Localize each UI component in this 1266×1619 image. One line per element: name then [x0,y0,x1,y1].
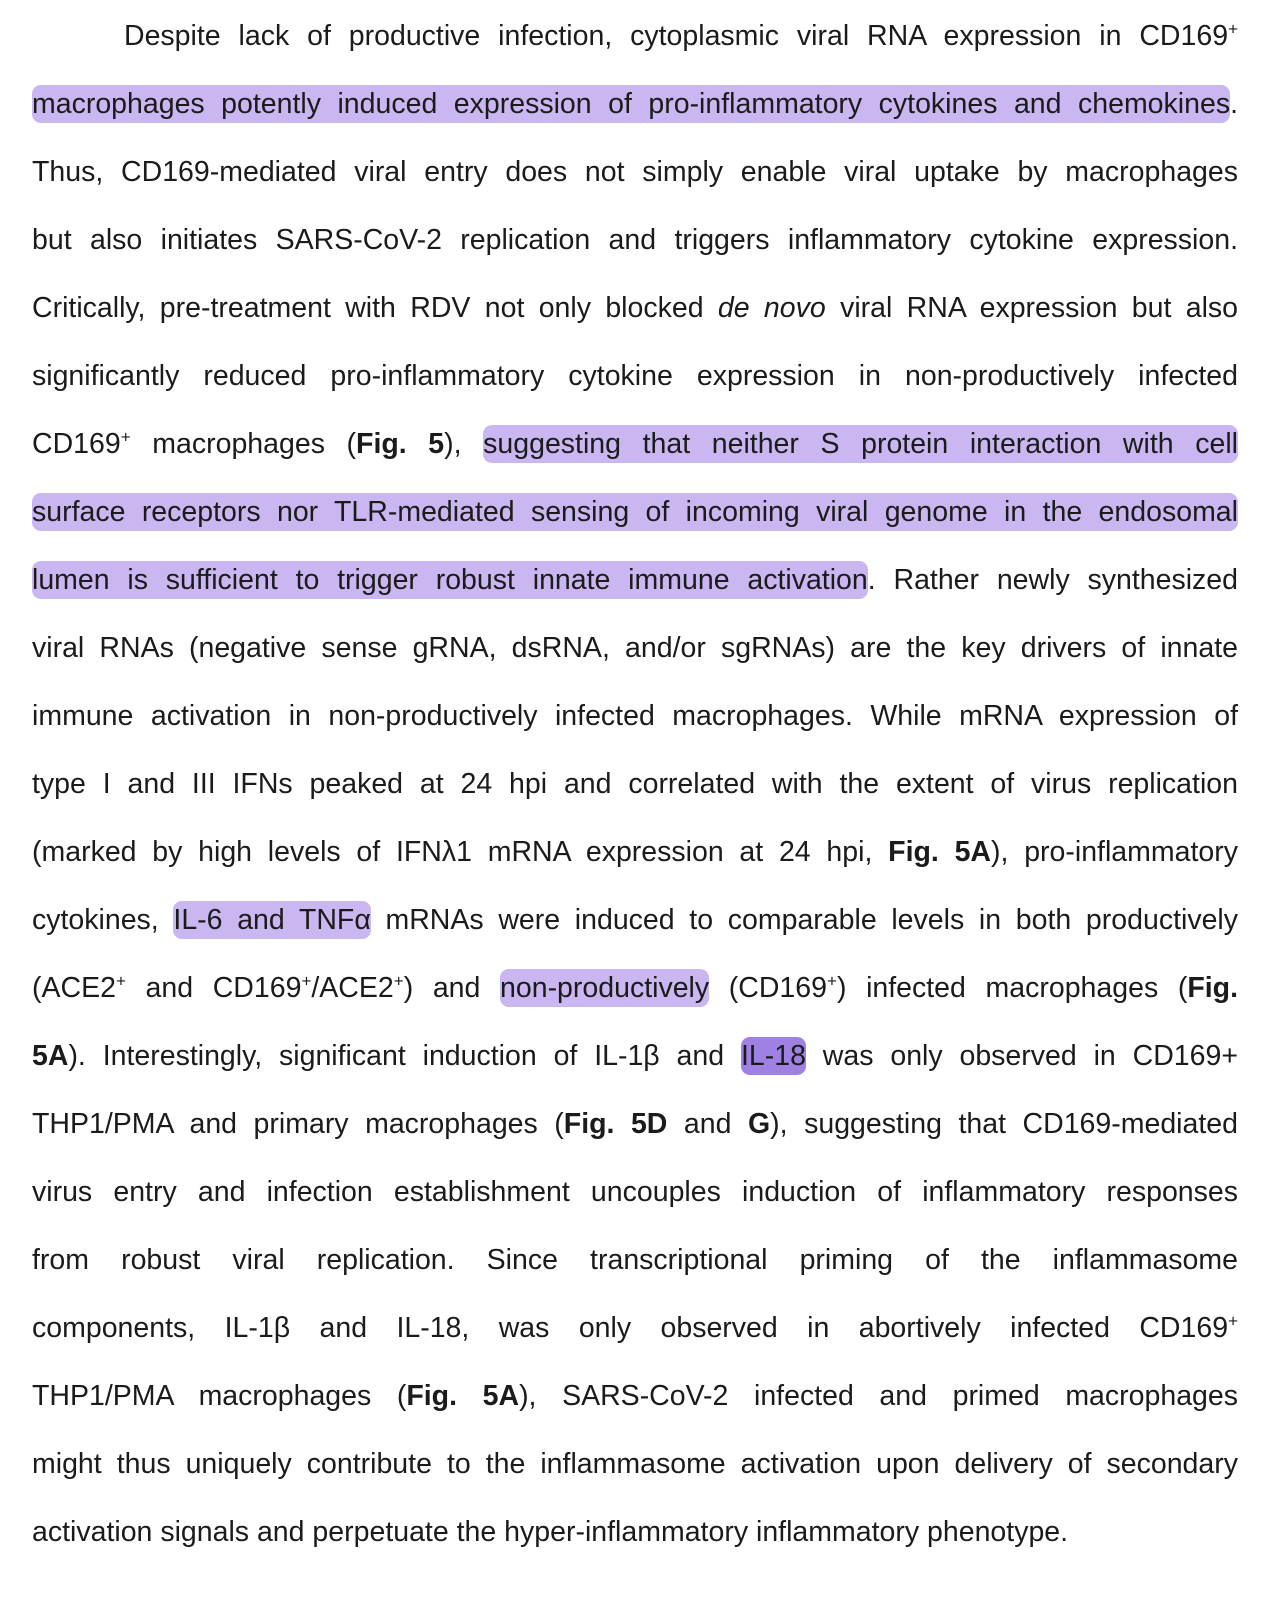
text-run: /ACE2 [311,972,394,1004]
text-run: THP1/PMA macrophages ( [32,1380,407,1412]
text-line-12: type I and III IFNs peaked at 24 hpi and correlated with the extent of virus replication [32,768,1238,800]
text-line-15 [32,966,1238,1010]
text-line-16 [32,1034,1238,1078]
text-line-6: significantly reduced pro-inflammatory cytokine expression in non-productively infected [32,360,1238,392]
text-line-19: from robust viral replication. Since transcriptional priming of the inflammasome [32,1244,1238,1276]
superscript: + [115,971,126,991]
text-run: . [1230,88,1238,120]
highlight: non-productively [500,969,709,1007]
text-line-3: Thus, CD169-mediated viral entry does not simply enable viral uptake by macrophages [32,156,1238,188]
text-line-5 [32,286,1238,330]
text-line-10: viral RNAs (negative sense gRNA, dsRNA, and/or sgRNAs) are the key drivers of innate [32,632,1238,664]
text-line-23: activation signals and perpetuate the hyper-inflammatory inflammatory phenotype. [32,1516,1069,1548]
text-run: Critically, pre-treatment with RDV not only blocked [32,292,718,324]
figure-reference: 5A [32,1040,69,1072]
text-run: ), SARS-CoV-2 infected and primed macrophages [519,1380,1238,1412]
text-run: (CD169 [709,972,827,1004]
text-run: ), [444,428,484,460]
highlight: surface receptors nor TLR-mediated sensing of incoming viral genome in the endosomal [32,493,1238,531]
text-run: components, IL-1β and IL-18, was only observed in abortively infected CD169 [32,1312,1229,1344]
text-line-7 [32,422,1238,466]
text-line-21 [32,1374,1238,1418]
superscript: + [120,427,131,447]
text-run: . Rather newly synthesized [867,564,1238,596]
figure-reference: Fig. [1187,972,1238,1004]
text-run: CD169 [32,428,121,460]
figure-reference: Fig. 5A [888,836,992,868]
highlight: lumen is sufficient to trigger robust innate immune activation [32,561,868,599]
figure-reference: G [748,1108,771,1140]
superscript: + [827,971,837,991]
text-line-9 [32,558,1238,602]
text-line-8 [32,490,1238,534]
text-run: and [667,1108,748,1140]
text-line-22: might thus uniquely contribute to the inflammasome activation upon delivery of secondary [32,1448,1238,1480]
text-run: (ACE2 [32,972,116,1004]
text-line-20 [32,1306,1238,1350]
text-line-18: virus entry and infection establishment uncouples induction of inflammatory responses [32,1176,1238,1208]
text-line-13 [32,830,1238,874]
superscript: + [393,971,404,991]
text-run: ) and [403,972,501,1004]
text-run: ), pro-inflammatory [991,836,1238,868]
italic-term: de novo [717,292,826,324]
text-line-2 [32,82,1238,126]
text-run: THP1/PMA and primary macrophages ( [32,1108,564,1140]
text-run: macrophages ( [130,428,357,460]
figure-reference: Fig. 5D [563,1108,668,1140]
highlight: IL-18 [741,1037,806,1075]
text-run: (marked by high levels of IFNλ1 mRNA expression at 24 hpi, [32,836,889,868]
text-run: and CD169 [125,972,302,1004]
figure-reference: Fig. 5 [356,428,445,460]
text-run: viral RNA expression but also [825,292,1238,324]
text-line-17 [32,1102,1238,1146]
highlight: suggesting that neither S protein interaction with cell [483,425,1238,463]
text-run: Despite lack of productive infection, cytoplasmic viral RNA expression in CD169 [124,20,1229,52]
figure-reference: Fig. 5A [406,1380,520,1412]
superscript: + [301,971,312,991]
text-run: was only observed in CD169+ [805,1040,1238,1072]
text-run: cytokines, [32,904,174,936]
text-run: ) infected macrophages ( [836,972,1188,1004]
text-run: ). Interestingly, significant induction of IL-1β and [68,1040,741,1072]
superscript: + [1228,19,1238,39]
text-line-4: but also initiates SARS-CoV-2 replication and triggers inflammatory cytokine expression. [32,224,1238,256]
text-line-11: immune activation in non-productively infected macrophages. While mRNA expression of [32,700,1238,732]
text-line-14 [32,898,1238,942]
text-run: ), suggesting that CD169-mediated [770,1108,1238,1140]
text-run: mRNAs were induced to comparable levels in both productively [370,904,1238,936]
highlight: IL-6 and TNFα [173,901,370,939]
highlight: macrophages potently induced expression of pro-inflammatory cytokines and chemokines [32,85,1230,123]
superscript: + [1228,1311,1238,1331]
text-line-1 [32,14,1238,58]
